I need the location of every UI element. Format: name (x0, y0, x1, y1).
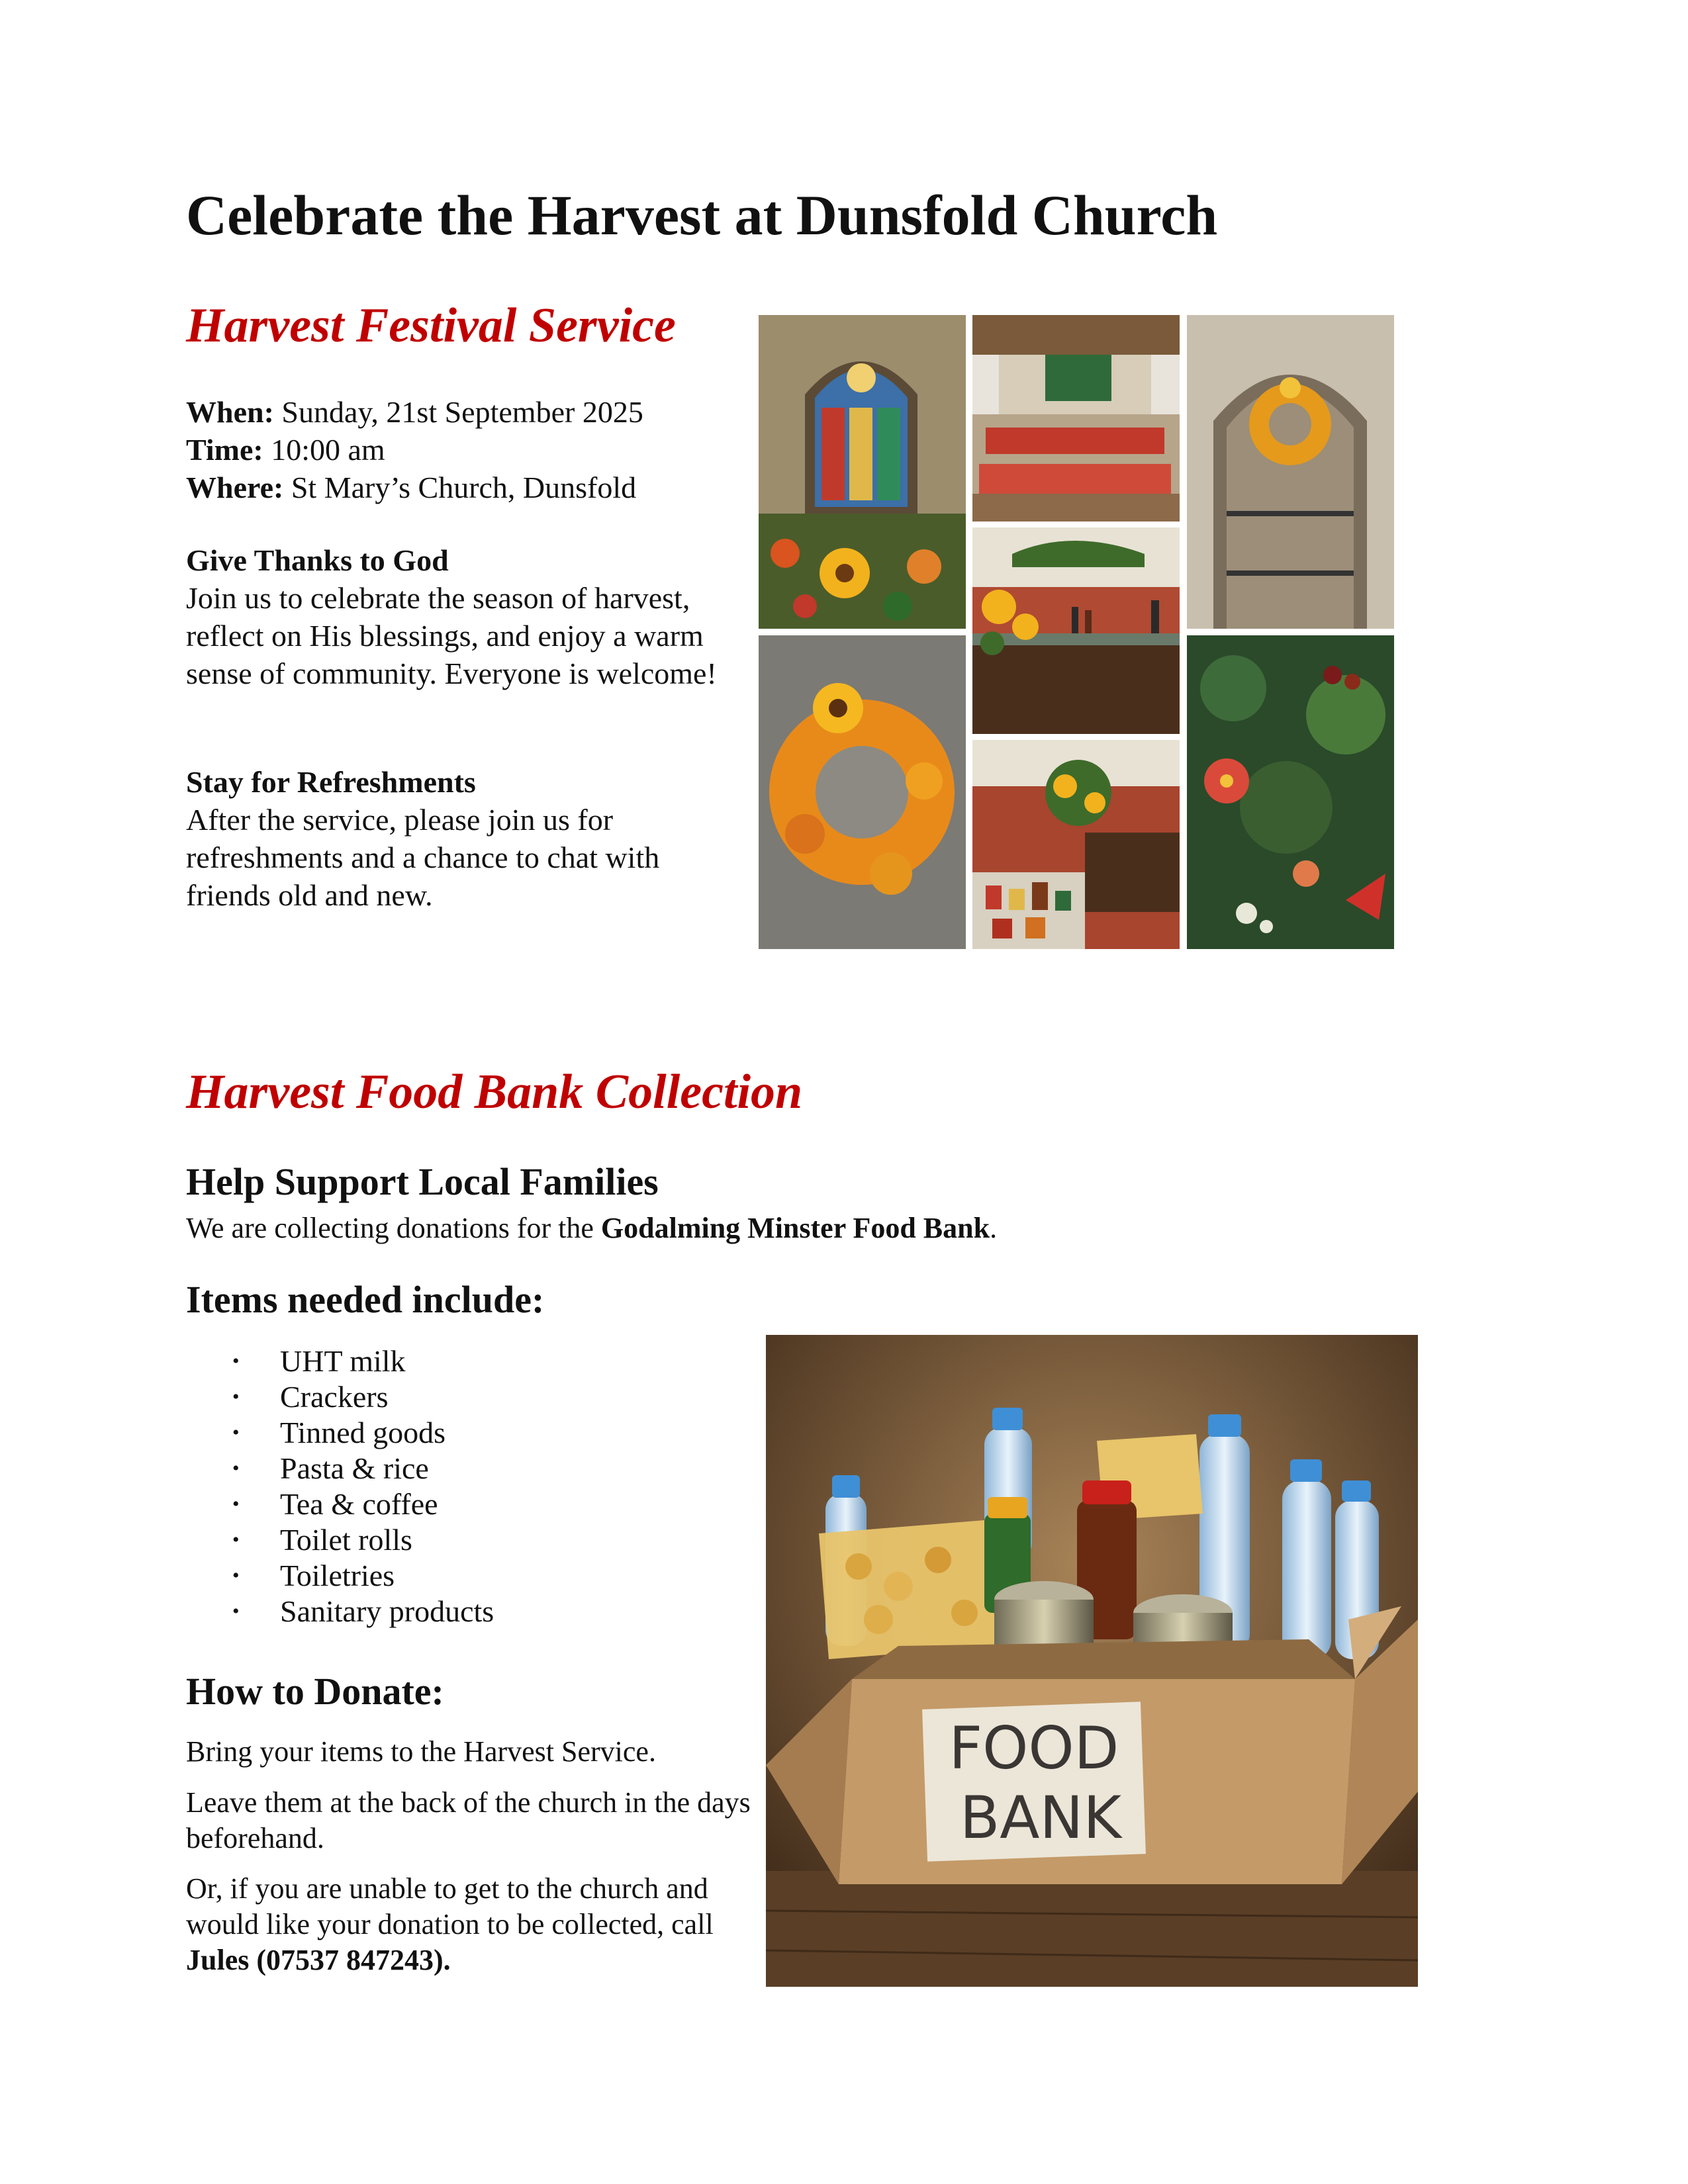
support-text (186, 1211, 997, 1246)
refreshments-section (186, 763, 749, 914)
contact-number: Jules (07537 847243). (186, 1944, 451, 1976)
bullet: • (232, 1600, 240, 1622)
bullet: • (232, 1386, 240, 1408)
items-list (186, 1343, 494, 1629)
donate-heading: How to Donate: (186, 1670, 444, 1713)
bullet: • (232, 1493, 240, 1515)
list-item (186, 1415, 494, 1451)
list-item (186, 1522, 494, 1558)
page-title: Celebrate the Harvest at Dunsfold Church (186, 183, 1218, 247)
when-value: Sunday, 21st September 2025 (273, 395, 643, 429)
when-line (186, 393, 749, 431)
donate-paragraph-2: Leave them at the back of the church in the days beforehand. (186, 1786, 751, 1854)
stained-glass-window-photo (759, 315, 966, 629)
harvest-produce-table-photo (972, 740, 1180, 949)
support-text-pre: We are collecting donations for the (186, 1212, 601, 1244)
list-item (186, 1379, 494, 1415)
donate-paragraph-3 (186, 1871, 762, 1978)
donate-3-text: Or, if you are unable to get to the church and would like your donation to be collected, call (186, 1872, 714, 1940)
list-item-label: Sanitary products (280, 1594, 494, 1628)
food-bank-box-photo (766, 1335, 1418, 1987)
thanks-heading: Give Thanks to God (186, 543, 449, 577)
refreshments-text: After the service, please join us for refreshments and a chance to chat with friends old and new. (186, 803, 660, 912)
foodbank-name: Godalming Minster Food Bank (600, 1212, 990, 1244)
where-line (186, 469, 749, 506)
service-details (186, 393, 749, 506)
thanks-section (186, 541, 749, 692)
list-item-label: Crackers (280, 1380, 389, 1414)
box-label-line2: BANK (959, 1784, 1122, 1852)
time-label: Time: (186, 433, 263, 467)
list-item (186, 1594, 494, 1629)
support-heading: Help Support Local Families (186, 1160, 659, 1203)
service-heading: Harvest Festival Service (186, 298, 676, 353)
bullet: • (232, 1565, 240, 1586)
list-item (186, 1486, 494, 1522)
list-item-label: Tinned goods (280, 1416, 446, 1449)
thanks-text: Join us to celebrate the season of harvest, reflect on His blessings, and enjoy a warm sense of community. Everyone is welcome! (186, 581, 717, 690)
bullet: • (232, 1457, 240, 1479)
list-item-label: Pasta & rice (280, 1451, 429, 1485)
sunflower-display-photo (972, 527, 1180, 734)
time-line (186, 431, 749, 469)
wreath-on-door-photo (1187, 315, 1394, 629)
sunflower-wreath-photo (759, 635, 966, 949)
church-hall-tables-photo (972, 315, 1180, 522)
where-label: Where: (186, 471, 284, 504)
bullet: • (232, 1422, 240, 1443)
bullet: • (232, 1350, 240, 1372)
list-item (186, 1343, 494, 1379)
bullet: • (232, 1529, 240, 1551)
list-item (186, 1451, 494, 1486)
time-value: 10:00 am (263, 433, 385, 467)
support-text-post: . (990, 1212, 998, 1244)
list-item-label: Toiletries (280, 1559, 395, 1592)
where-value: St Mary’s Church, Dunsfold (283, 471, 637, 504)
box-label-line1: FOOD (949, 1714, 1119, 1782)
list-item-label: UHT milk (280, 1344, 406, 1378)
list-item-label: Toilet rolls (280, 1523, 412, 1557)
items-heading: Items needed include: (186, 1278, 545, 1321)
list-item (186, 1558, 494, 1594)
foodbank-heading: Harvest Food Bank Collection (186, 1065, 803, 1119)
refreshments-heading: Stay for Refreshments (186, 765, 476, 799)
list-item-label: Tea & coffee (280, 1487, 438, 1521)
flower-arrangement-photo (1187, 635, 1394, 949)
donate-paragraph-1: Bring your items to the Harvest Service. (186, 1735, 656, 1768)
when-label: When: (186, 395, 274, 429)
